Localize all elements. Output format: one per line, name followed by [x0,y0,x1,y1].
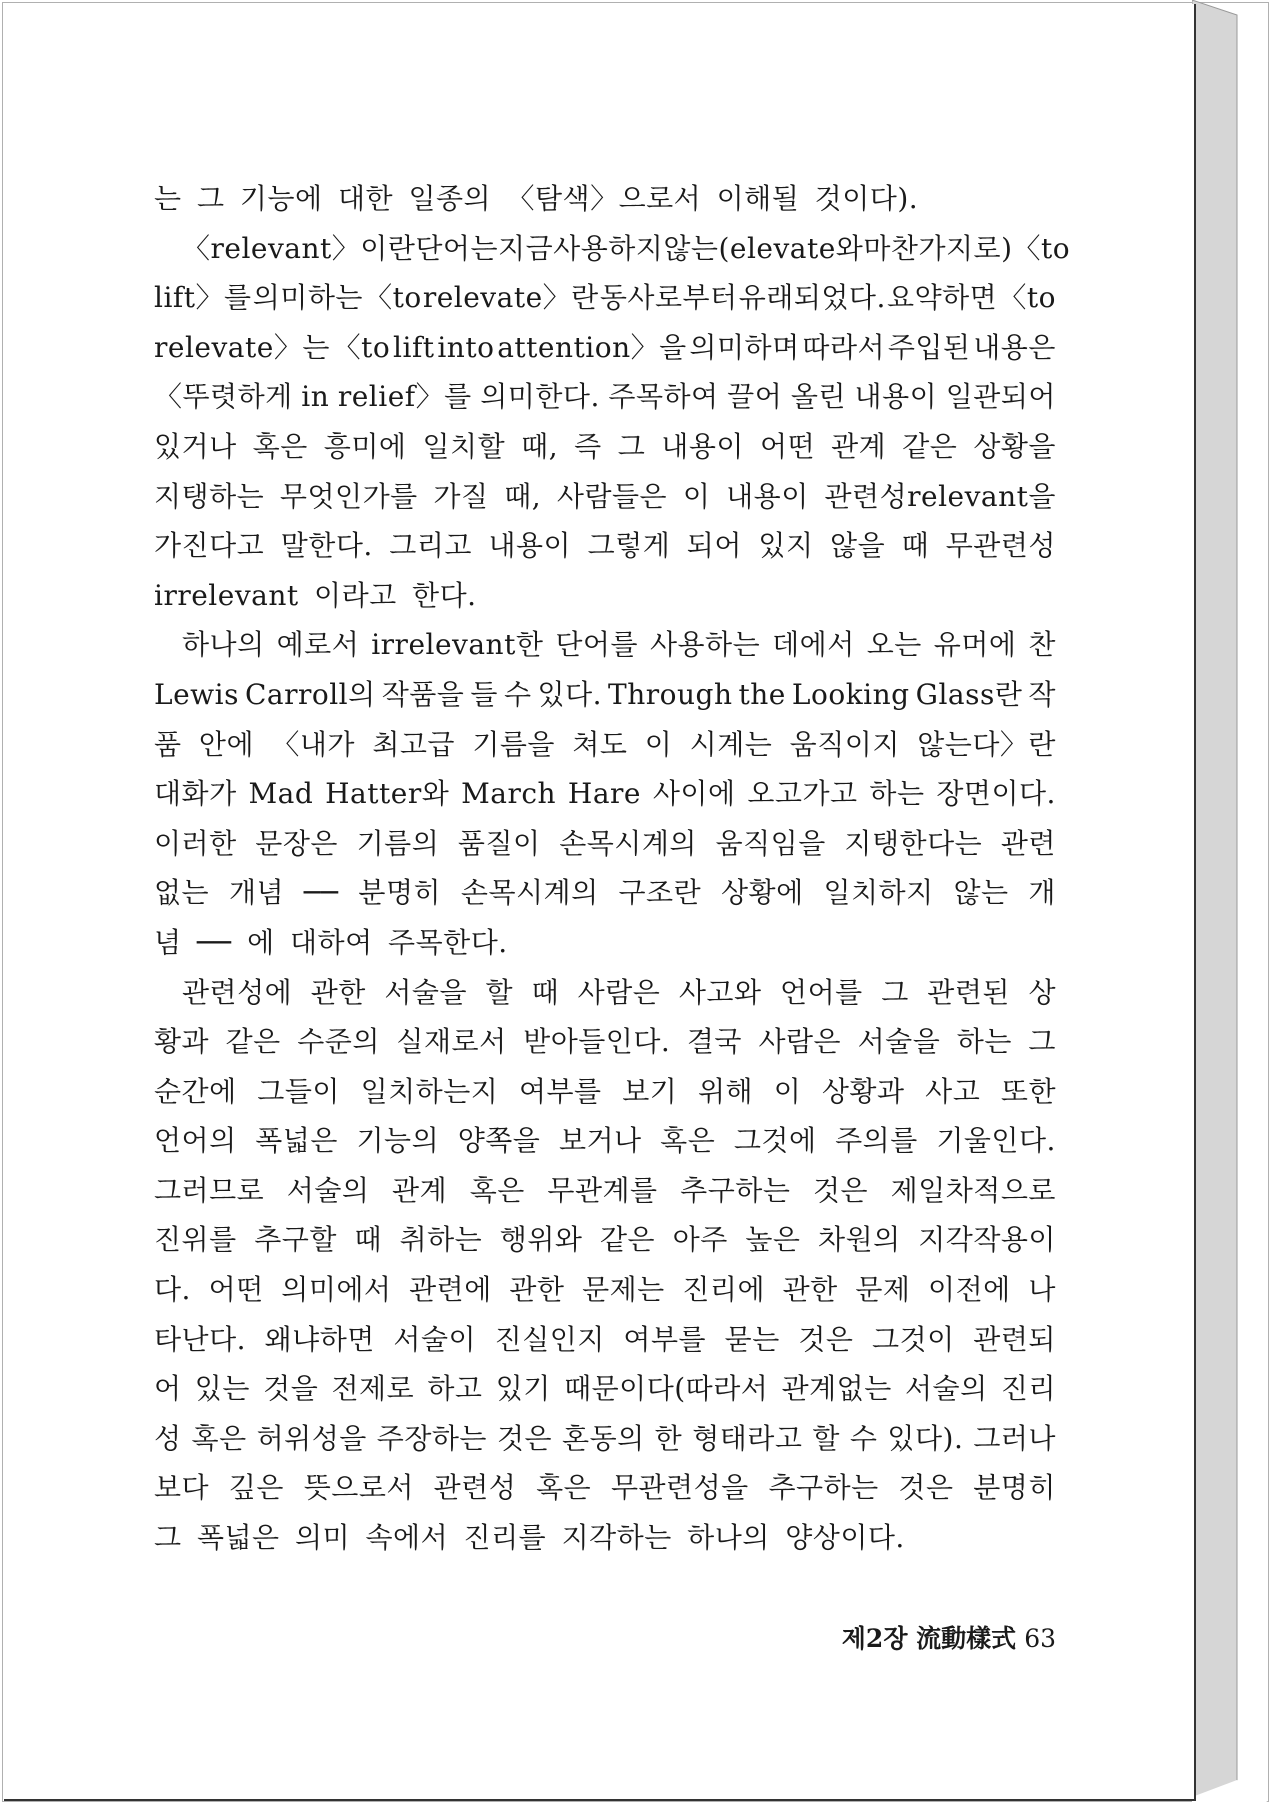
text-line: 진위를 추구할 때 취하는 행위와 같은 아주 높은 차원의 지각작용이 [154,1223,1056,1257]
text-line: 대화가 Mad Hatter와 March Hare 사이에 오고가고 하는 장면이다. [154,777,1056,811]
text-line: 〈relevant〉이란 단어는 지금 사용하지 않는 (elevate와 마찬가지로) 〈to [182,231,1071,265]
text-line: 가진다고 말한다. 그리고 내용이 그렇게 되어 있지 않을 때 무관련성 [154,529,1056,563]
text-line: 그 폭넓은 의미 속에서 진리를 지각하는 하나의 양상이다. [154,1521,905,1555]
text-line: 품 안에 〈내가 최고급 기름을 쳐도 이 시계는 움직이지 않는다〉란 [154,727,1056,761]
text-line: 있거나 혹은 흥미에 일치할 때, 즉 그 내용이 어떤 관계 같은 상황을 [154,429,1056,463]
text-line: 는 그 기능에 대한 일종의 〈탐색〉으로서 이해될 것이다). [154,182,919,215]
text-line: 〈뚜렷하게 in relief〉를 의미한다. 주목하여 끌어 올린 내용이 일관되어 [154,380,1056,414]
text-line: 념 ── 에 대하여 주목한다. [154,925,508,959]
chapter-title: 제2장 流動樣式 [841,1624,1017,1653]
text-line: lift〉를 의미하는 〈to relevate〉란 동사로부터 유래되었다. 요약하면 〈to [154,281,1056,315]
page-number: 63 [1024,1624,1056,1653]
text-line: 황과 같은 수준의 실재로서 받아들인다. 결국 사람은 서술을 하는 그 [154,1025,1056,1059]
book-page [4,4,1196,1801]
text-line: 지탱하는 무엇인가를 가질 때, 사람들은 이 내용이 관련성relevant을 [154,479,1056,513]
text-line: relevate〉는 〈to lift into attention〉을 의미하며 따라서 주입된 내용은 [154,330,1056,364]
text-line: 관련성에 관한 서술을 할 때 사람은 사고와 언어를 그 관련된 상 [182,975,1056,1009]
text-line: 이러한 문장은 기름의 품질이 손목시계의 움직임을 지탱한다는 관련 [154,826,1056,860]
body-text [154,174,1071,1563]
running-footer [824,1619,1056,1655]
text-line: 다. 어떤 의미에서 관련에 관한 문제는 진리에 관한 문제 이전에 나 [154,1273,1056,1307]
text-line: Lewis Carroll의 작품을 들 수 있다. Through the Looking Glass란 작 [154,677,1056,711]
text-line: 언어의 폭넓은 기능의 양쪽을 보거나 혹은 그것에 주의를 기울인다. [154,1124,1056,1158]
text-line: 그러므로 서술의 관계 혹은 무관계를 추구하는 것은 제일차적으로 [154,1173,1056,1207]
text-line: irrelevant 이라고 한다. [154,578,477,612]
text-line: 보다 깊은 뜻으로서 관련성 혹은 무관련성을 추구하는 것은 분명히 [154,1471,1056,1505]
text-line: 성 혹은 허위성을 주장하는 것은 혼동의 한 형태라고 할 수 있다). 그러나 [154,1421,1056,1455]
text-line: 어 있는 것을 전제로 하고 있기 때문이다(따라서 관계없는 서술의 진리 [154,1372,1056,1406]
text-line: 하나의 예로서 irrelevant한 단어를 사용하는 데에서 오는 유머에 찬 [182,628,1056,662]
book-page-edge [1192,0,1273,1806]
text-line: 없는 개념 ── 분명히 손목시계의 구조란 상황에 일치하지 않는 개 [154,876,1056,910]
text-line: 순간에 그들이 일치하는지 여부를 보기 위해 이 상황과 사고 또한 [154,1074,1056,1108]
text-line: 타난다. 왜냐하면 서술이 진실인지 여부를 묻는 것은 그것이 관련되 [154,1322,1056,1356]
